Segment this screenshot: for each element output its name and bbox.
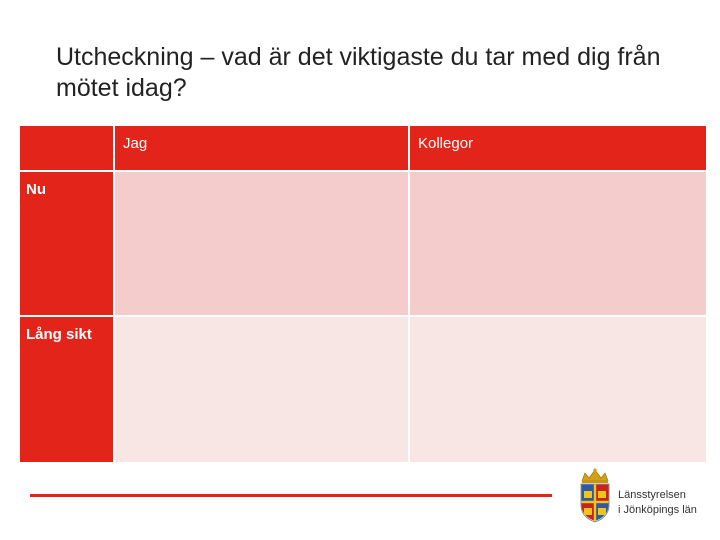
slide-title: Utcheckning – vad är det viktigaste du tar med dig från mötet idag? [56,43,661,102]
coat-of-arms-icon [572,467,618,525]
cell-nu-kollegor [410,172,706,317]
row-header-nu: Nu [20,172,115,317]
footer-divider [30,494,552,497]
cell-lang-sikt-kollegor [410,317,706,462]
column-header-jag: Jag [115,126,410,172]
logo-line-1: Länsstyrelsen [618,489,686,501]
cell-nu-jag [115,172,410,317]
reflection-table [20,126,706,462]
cell-lang-sikt-jag [115,317,410,462]
logo-text [618,488,697,518]
lansstyrelsen-logo [572,467,712,527]
table-corner [20,126,115,172]
logo-line-2: i Jönköpings län [618,504,697,516]
column-header-kollegor: Kollegor [410,126,706,172]
row-header-lang-sikt: Lång sikt [20,317,115,462]
